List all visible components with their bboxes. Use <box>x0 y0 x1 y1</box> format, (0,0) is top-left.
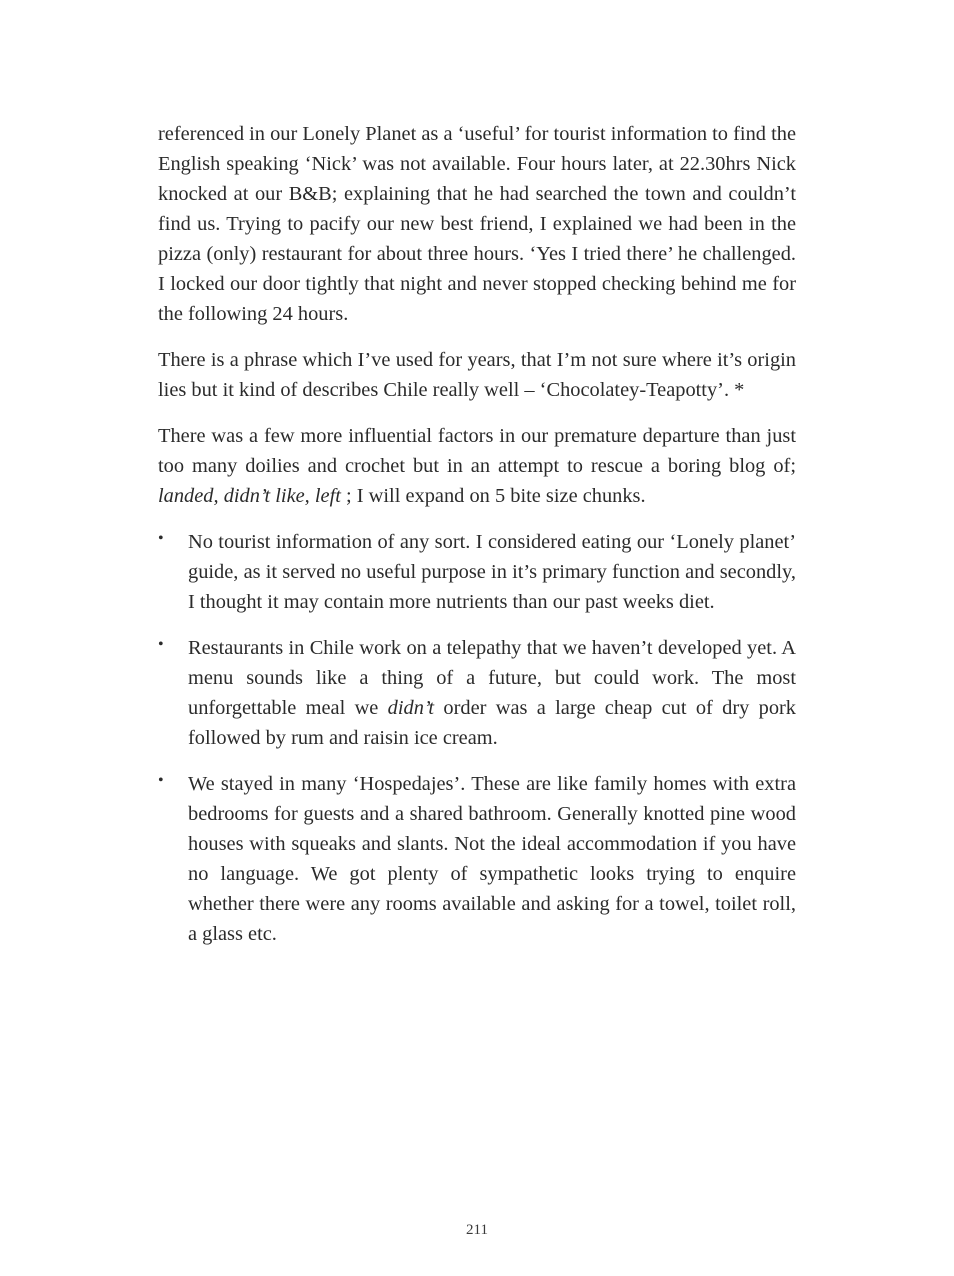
bullet-icon: • <box>158 636 164 653</box>
bullet-text: We stayed in many ‘Hospedajes’. These are like family homes with extra bedrooms for guests and a shared bathroom. Generally knotted pine wood houses with squeaks and slants. Not the ideal accommodation if you have no language. We got plenty of sympathetic looks trying to enquire whether there were any rooms available and asking for a towel, toilet roll, a glass etc. <box>188 773 796 945</box>
paragraph-departure-factors <box>158 421 796 511</box>
bullet-list <box>158 527 796 949</box>
paragraph-departure-italic: landed, didn’t like, left <box>158 485 341 507</box>
paragraph-departure-start: There was a few more influential factors in our premature departure than just too many doilies and crochet but in an attempt to rescue a boring blog of; <box>158 425 796 477</box>
paragraph-chocolatey-teapotty: There is a phrase which I’ve used for years, that I’m not sure where it’s origin lies but it kind of describes Chile really well – ‘Chocolatey-Teapotty’. * <box>158 349 796 401</box>
list-item <box>158 769 796 949</box>
page-number: 211 <box>466 1222 488 1238</box>
bullet-icon: • <box>158 772 164 789</box>
bullet-text-end: order was a large cheap cut of dry pork followed by rum and raisin ice cream. <box>188 697 797 749</box>
list-item <box>158 633 796 753</box>
bullet-icon: • <box>158 530 164 547</box>
page-body <box>158 119 796 965</box>
bullet-text-italic: didn’t <box>387 697 435 719</box>
bullet-text: No tourist information of any sort. I considered eating our ‘Lonely planet’ guide, as it served no useful purpose in it’s primary function and secondly, I thought it may contain more nutrients than our past weeks diet. <box>188 531 796 613</box>
bullet-text-start: Restaurants in Chile work on a telepathy that we haven’t developed yet. A menu sounds like a thing of a future, but could work. The most unforgettable meal we <box>188 637 796 719</box>
paragraph-nick: referenced in our Lonely Planet as a ‘useful’ for tourist information to find the English speaking ‘Nick’ was not available. Four hours later, at 22.30hrs Nick knocked at our B&B; explaining that he had searched the town and couldn’t find us. Trying to pacify our new best friend, I explained we had been in the pizza (only) restaurant for about three hours. ‘Yes I tried there’ he challenged. I locked our door tightly that night and never stopped checking behind me for the following 24 hours. <box>158 123 796 325</box>
list-item <box>158 527 796 617</box>
paragraph-departure-end: ; I will expand on 5 bite size chunks. <box>340 485 646 507</box>
